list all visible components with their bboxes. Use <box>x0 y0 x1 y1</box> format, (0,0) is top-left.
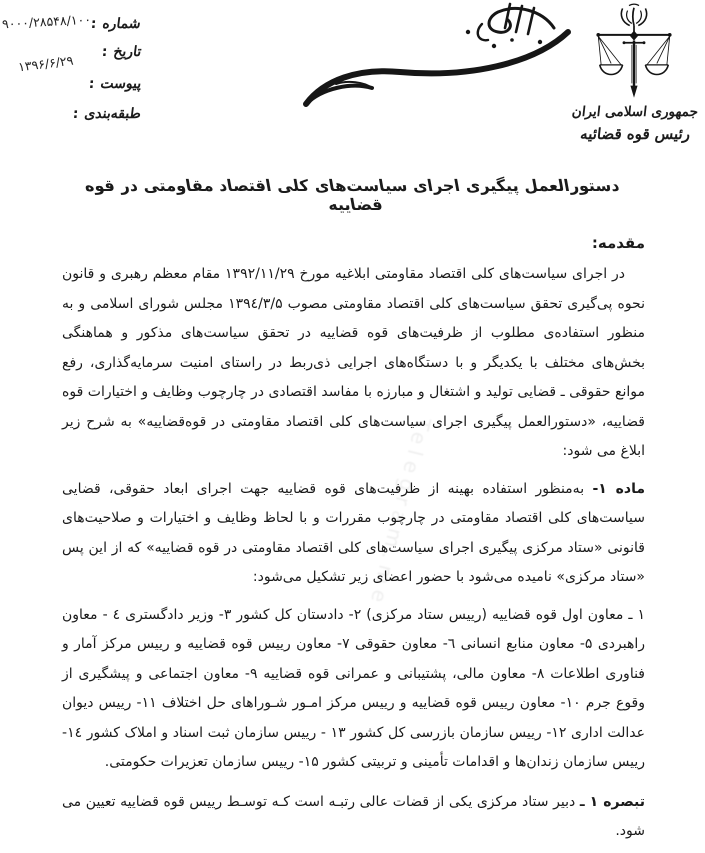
article1-lead: ماده ۱- <box>592 480 646 497</box>
note1-lead: تبصره ۱ ـ <box>579 793 646 810</box>
document-title: دستورالعمل پیگیری اجرای سیاست‌های کلی اقتصاد مقاومتی در قوه قضاییه <box>82 176 621 214</box>
number-label: شماره : <box>90 16 141 32</box>
article1-text: به‌منظور استفاده بهینه از ظرفیت‌های قوه قضاییه جهت اجرای ابعاد حقوقی، قضایی سیاست‌های کلی اقتصاد مقاومتی در چارچوب مقررات و با لحاظ وظایف و اختیارات و صلاحیت‌های قانونی «ستاد مرکزی پیگیری اجرای سیاست‌های کلی اقتصاد مقاومتی در قوه قضاییه» که از این پس «ستاد مرکزی» نامیده می‌شود با حضور اعضای زیر تشکیل می‌شود: <box>62 480 645 585</box>
watermark-text: Telegram.me <box>364 415 436 611</box>
note1-text: دبیر ستاد مرکزی یکی از قضات عالی رتبـه است کـه توسـط رییس قوه قضاییه تعیین می شود. <box>62 793 645 839</box>
date-label: تاریخ : <box>100 44 141 60</box>
number-value-handwritten: ۹۰۰۰/۲۸۵۴۸/۱۰۰ <box>1 11 92 32</box>
intro-heading: مقدمه: <box>591 234 645 252</box>
document-body <box>62 150 645 847</box>
letterhead-fields <box>0 8 142 140</box>
intro-paragraph: در اجرای سیاست‌های کلی اقتصاد مقاومتی ابلاغیه مورخ ۱۳۹۲/۱۱/۲۹ مقام معظم رهبری و قانون نحوه پی‌گیری تحقق سیاست‌های کلی اقتصاد مقاومتی مصوب ۱۳۹٤/۳/۵ مجلس شورای اسلامی و به منظور استفاده‌ی مطلوب از ظرفیت‌های قوه قضاییه در تحقق سیاست‌های مذکور و هماهنگی بخش‌های مختلف با یکدیگر و با دستگاه‌های اجرایی ذی‌ربط در راستای امنیت سرمایه‌گذاری، رفع موانع حقوقی ـ قضایی تولید و اشتغال و مبارزه با مفاسد اقتصادی در چارچوب وظایف و اختیارات قوه قضاییه، «دستورالعمل پیگیری اجرای سیاست‌های کلی اقتصاد مقاومتی در قوه‌قضاییه» به شرح زیر ابلاغ می شود: <box>62 266 645 459</box>
members-list-paragraph: ۱ ـ معاون اول قوه قضاییه (رییس ستاد مرکزی) ۲- دادستان کل کشور ۳- وزیر دادگستری ٤ - معاون راهبردی ۵- معاون منابع انسانی ٦- معاون حقوقی ۷- معاون رییس قوه قضاییه و رییس مرکز آمار و فناوری اطلاعات ۸- معاون مالی، پشتیبانی و عمرانی قوه قضاییه ۹- معاون اجتماعی و پیشگیری از وقوع جرم ۱۰- معاون رییس قوه قضاییه و رییس مرکز امـور شـوراهای حل اختلاف ۱۱- رییس دیوان عدالت اداری ۱۲- رییس سازمان بازرسی کل کشور ۱۳ - رییس سازمان ثبت اسناد و املاک کشور ۱٤- رییس سازمان زندان‌ها و اقدامات تأمینی و تربیتی کشور ۱۵- رییس سازمان تعزیرات حکومتی. <box>62 606 646 770</box>
date-value-handwritten: ۱۳۹۶/۶/۲۹ <box>17 52 75 75</box>
classification-label: طبقه‌بندی : <box>72 106 141 122</box>
article1-paragraph <box>62 475 645 593</box>
note1-paragraph <box>62 788 645 847</box>
org-name: جمهوری اسلامی ایران <box>569 104 699 120</box>
judiciary-header-block <box>567 0 701 143</box>
scales-of-justice-icon <box>587 2 681 102</box>
bismillah-calligraphy-icon <box>272 2 572 114</box>
attachment-label: پیوست : <box>87 76 141 92</box>
org-role: رئیس قوه قضائیه <box>577 125 691 143</box>
letterhead <box>0 0 705 150</box>
